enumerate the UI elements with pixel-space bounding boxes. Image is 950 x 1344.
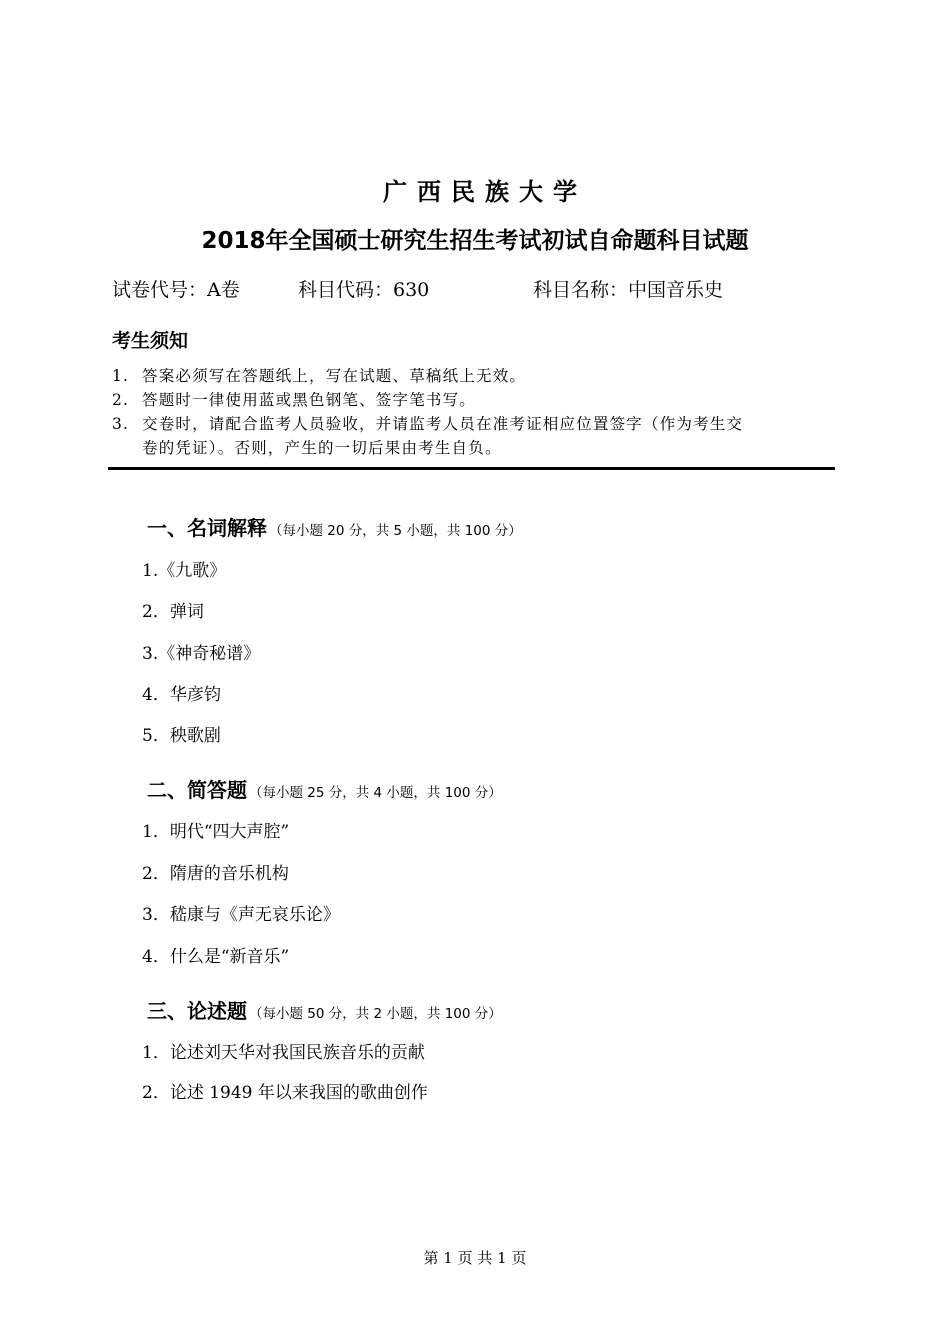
university-name: 广西民族大学 xyxy=(383,178,587,206)
question-item: 2．论述 1949 年以来我国的歌曲创作 xyxy=(142,1083,428,1103)
question-item: 4．什么是“新音乐” xyxy=(142,947,290,967)
question-item: 1．论述刘天华对我国民族音乐的贡献 xyxy=(142,1043,425,1063)
notice-item-text: 交卷时，请配合监考人员验收，并请监考人员在准考证相应位置签字（作为考生交 xyxy=(142,415,744,433)
notice-item xyxy=(112,364,840,388)
question-item: 5．秧歌剧 xyxy=(142,726,221,746)
section-heading xyxy=(147,995,502,1024)
exam-title: 2018年全国硕士研究生招生考试初试自命题科目试题 xyxy=(201,228,749,254)
divider-rule xyxy=(108,467,835,470)
section-score-note: （每小题 25 分，共 4 小题，共 100 分） xyxy=(249,785,502,801)
section-title: 一、名词解释 xyxy=(147,516,267,540)
paper-code: 试卷代号：A卷 xyxy=(112,279,240,301)
page-number: 第 1 页 共 1 页 xyxy=(423,1249,527,1267)
subject-code: 科目代码：630 xyxy=(298,279,430,301)
section-heading xyxy=(147,512,522,541)
section-score-note: （每小题 50 分，共 2 小题，共 100 分） xyxy=(249,1006,502,1022)
notice-item xyxy=(112,388,840,412)
question-item: 1．明代“四大声腔” xyxy=(142,822,290,842)
question-item: 1.《九歌》 xyxy=(142,561,227,581)
question-item: 3．嵇康与《声无哀乐论》 xyxy=(142,905,340,925)
section-heading xyxy=(147,774,502,803)
notice-title: 考生须知 xyxy=(112,330,189,352)
question-item: 2．隋唐的音乐机构 xyxy=(142,864,289,884)
section-title: 三、论述题 xyxy=(147,999,247,1023)
notice-item-number: 3. xyxy=(112,415,130,433)
notice-item xyxy=(112,412,840,460)
notice-item-text: 答案必须写在答题纸上，写在试题、草稿纸上无效。 xyxy=(142,367,527,385)
notice-item-continuation: 卷的凭证）。否则，产生的一切后果由考生自负。 xyxy=(142,439,502,457)
notice-item-number: 1. xyxy=(112,367,130,385)
notice-item-text: 答题时一律使用蓝或黑色钢笔、签字笔书写。 xyxy=(142,391,477,409)
section-score-note: （每小题 20 分，共 5 小题，共 100 分） xyxy=(269,523,522,539)
question-item: 4．华彦钧 xyxy=(142,685,221,705)
question-item: 3.《神奇秘谱》 xyxy=(142,644,261,664)
notice-item-number: 2. xyxy=(112,391,130,409)
subject-name: 科目名称：中国音乐史 xyxy=(533,279,724,301)
question-item: 2．弹词 xyxy=(142,602,204,622)
section-title: 二、简答题 xyxy=(147,778,247,802)
